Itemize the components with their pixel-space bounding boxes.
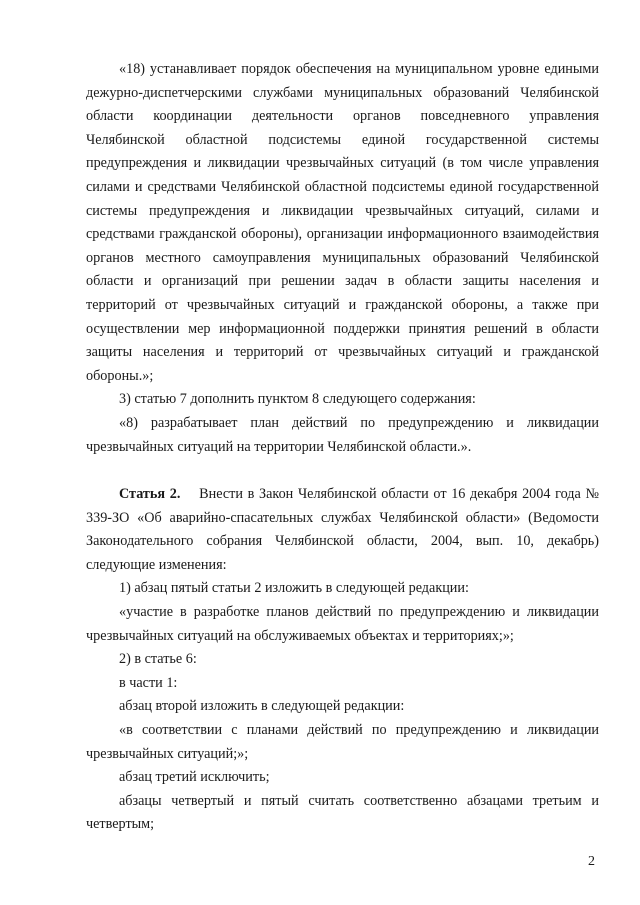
article-2-text: Внести в Закон Челябинской области от 16 декабря 2004 года № 339-ЗО «Об аварийно-спасательных службах Челябинской области» (Ведомости Законодательного собрания Челябинской области, 2004, вып. 10, декабрь) следующие изменения: xyxy=(86,486,600,573)
paragraph-change-1-text: «участие в разработке планов действий по предупреждению и ликвидации чрезвычайных ситуаций на обслуживаемых объектах и территориях;»; xyxy=(86,604,599,644)
paragraph-item-18: «18) устанавливает порядок обеспечения на муниципальном уровне едиными дежурно-диспетчерскими службами муниципальных образований Челябинской области координации деятельности органов повседневного управления Челябинской областной подсистемы единой государственной системы предупреждения и ликвидации чрезвычайных ситуаций (в том числе управления силами и средствами Челябинской областной подсистемы единой государственной системы предупреждения и ликвидации чрезвычайных ситуаций, силами и средствами гражданской обороны), организации информационного взаимодействия органов местного самоуправления муниципальных образований Челябинской области и организаций при решении задач в области защиты населения и территорий от чрезвычайных ситуаций и гражданской обороны, а также при осуществлении мер информационной поддержки принятия решений в области защиты населения и территорий от чрезвычайных ситуаций и гражданской обороны.»; xyxy=(86,61,599,384)
article-2-paragraph xyxy=(86,483,599,577)
paragraph-article7-amendment: 3) статью 7 дополнить пунктом 8 следующего содержания: xyxy=(119,391,476,408)
document-page xyxy=(86,58,599,837)
article-2-label: Статья 2. xyxy=(119,486,181,503)
section-gap xyxy=(86,459,599,483)
paragraph-change-1: 1) абзац пятый статьи 2 изложить в следующей редакции: xyxy=(119,580,469,597)
paragraph-second-abzac-text: «в соответствии с планами действий по предупреждению и ликвидации чрезвычайных ситуаций;»; xyxy=(86,722,599,762)
paragraph-renumber: абзацы четвертый и пятый считать соответственно абзацами третьим и четвертым; xyxy=(86,792,599,833)
paragraph-third-abzac: абзац третий исключить; xyxy=(119,769,270,786)
paragraph-part-1: в части 1: xyxy=(119,674,178,691)
paragraph-item-8: «8) разрабатывает план действий по предупреждению и ликвидации чрезвычайных ситуаций на территории Челябинской области.». xyxy=(86,414,599,455)
page-number: 2 xyxy=(588,854,595,869)
paragraph-change-2: 2) в статье 6: xyxy=(119,651,197,668)
paragraph-second-abzac: абзац второй изложить в следующей редакции: xyxy=(119,698,405,715)
